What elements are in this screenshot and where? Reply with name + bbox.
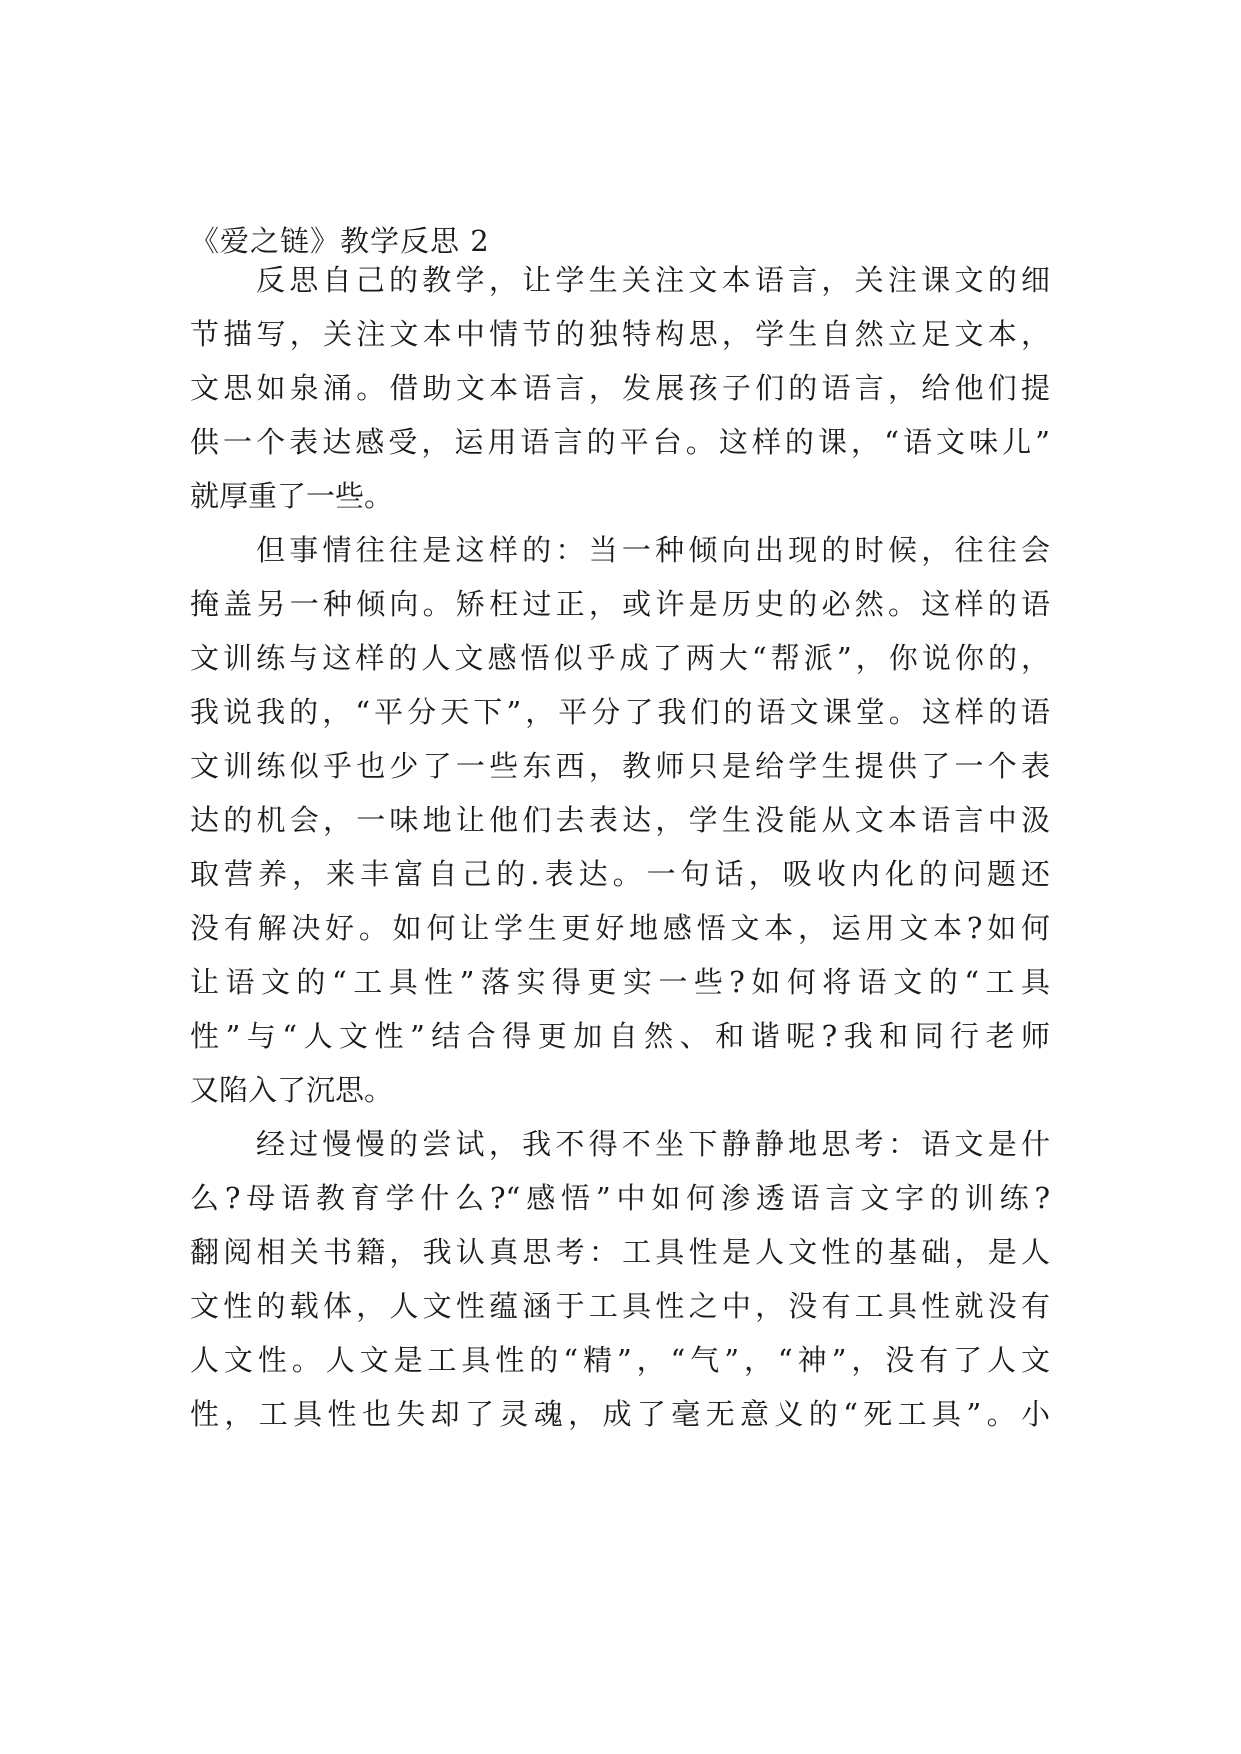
text-line: 翻阅相关书籍，我认真思考：工具性是人文性的基础，是人 [190, 1235, 1050, 1269]
text-line: 但事情往往是这样的：当一种倾向出现的时候，往往会 [256, 533, 1050, 567]
text-line: 节描写，关注文本中情节的独特构思，学生自然立足文本， [190, 317, 1050, 351]
text-line: 取营养，来丰富自己的.表达。一句话，吸收内化的问题还 [190, 857, 1050, 891]
text-line: 文训练似乎也少了一些东西，教师只是给学生提供了一个表 [190, 749, 1050, 783]
text-line: 让语文的“工具性”落实得更实一些?如何将语文的“工具 [190, 965, 1050, 999]
text-line: 文性的载体，人文性蕴涵于工具性之中，没有工具性就没有 [190, 1289, 1050, 1323]
document-title: 《爱之链》教学反思 2 [190, 224, 490, 258]
text-line: 就厚重了一些。 [190, 479, 394, 513]
text-line: 么?母语教育学什么?“感悟”中如何渗透语言文字的训练? [190, 1181, 1050, 1215]
text-line: 掩盖另一种倾向。矫枉过正，或许是历史的必然。这样的语 [190, 587, 1050, 621]
text-line: 经过慢慢的尝试，我不得不坐下静静地思考：语文是什 [256, 1127, 1050, 1161]
text-line: 文训练与这样的人文感悟似乎成了两大“帮派”，你说你的， [190, 641, 1050, 675]
text-line: 性，工具性也失却了灵魂，成了毫无意义的“死工具”。小 [190, 1397, 1050, 1431]
text-line: 人文性。人文是工具性的“精”，“气”，“神”，没有了人文 [190, 1343, 1050, 1377]
text-line: 供一个表达感受，运用语言的平台。这样的课，“语文味儿” [190, 425, 1050, 459]
text-line: 反思自己的教学，让学生关注文本语言，关注课文的细 [256, 263, 1050, 297]
text-line: 没有解决好。如何让学生更好地感悟文本，运用文本?如何 [190, 911, 1050, 945]
text-line: 又陷入了沉思。 [190, 1073, 394, 1107]
text-line: 我说我的，“平分天下”，平分了我们的语文课堂。这样的语 [190, 695, 1050, 729]
text-line: 达的机会，一味地让他们去表达，学生没能从文本语言中汲 [190, 803, 1050, 837]
text-line: 性”与“人文性”结合得更加自然、和谐呢?我和同行老师 [190, 1019, 1050, 1053]
text-line: 文思如泉涌。借助文本语言，发展孩子们的语言，给他们提 [190, 371, 1050, 405]
